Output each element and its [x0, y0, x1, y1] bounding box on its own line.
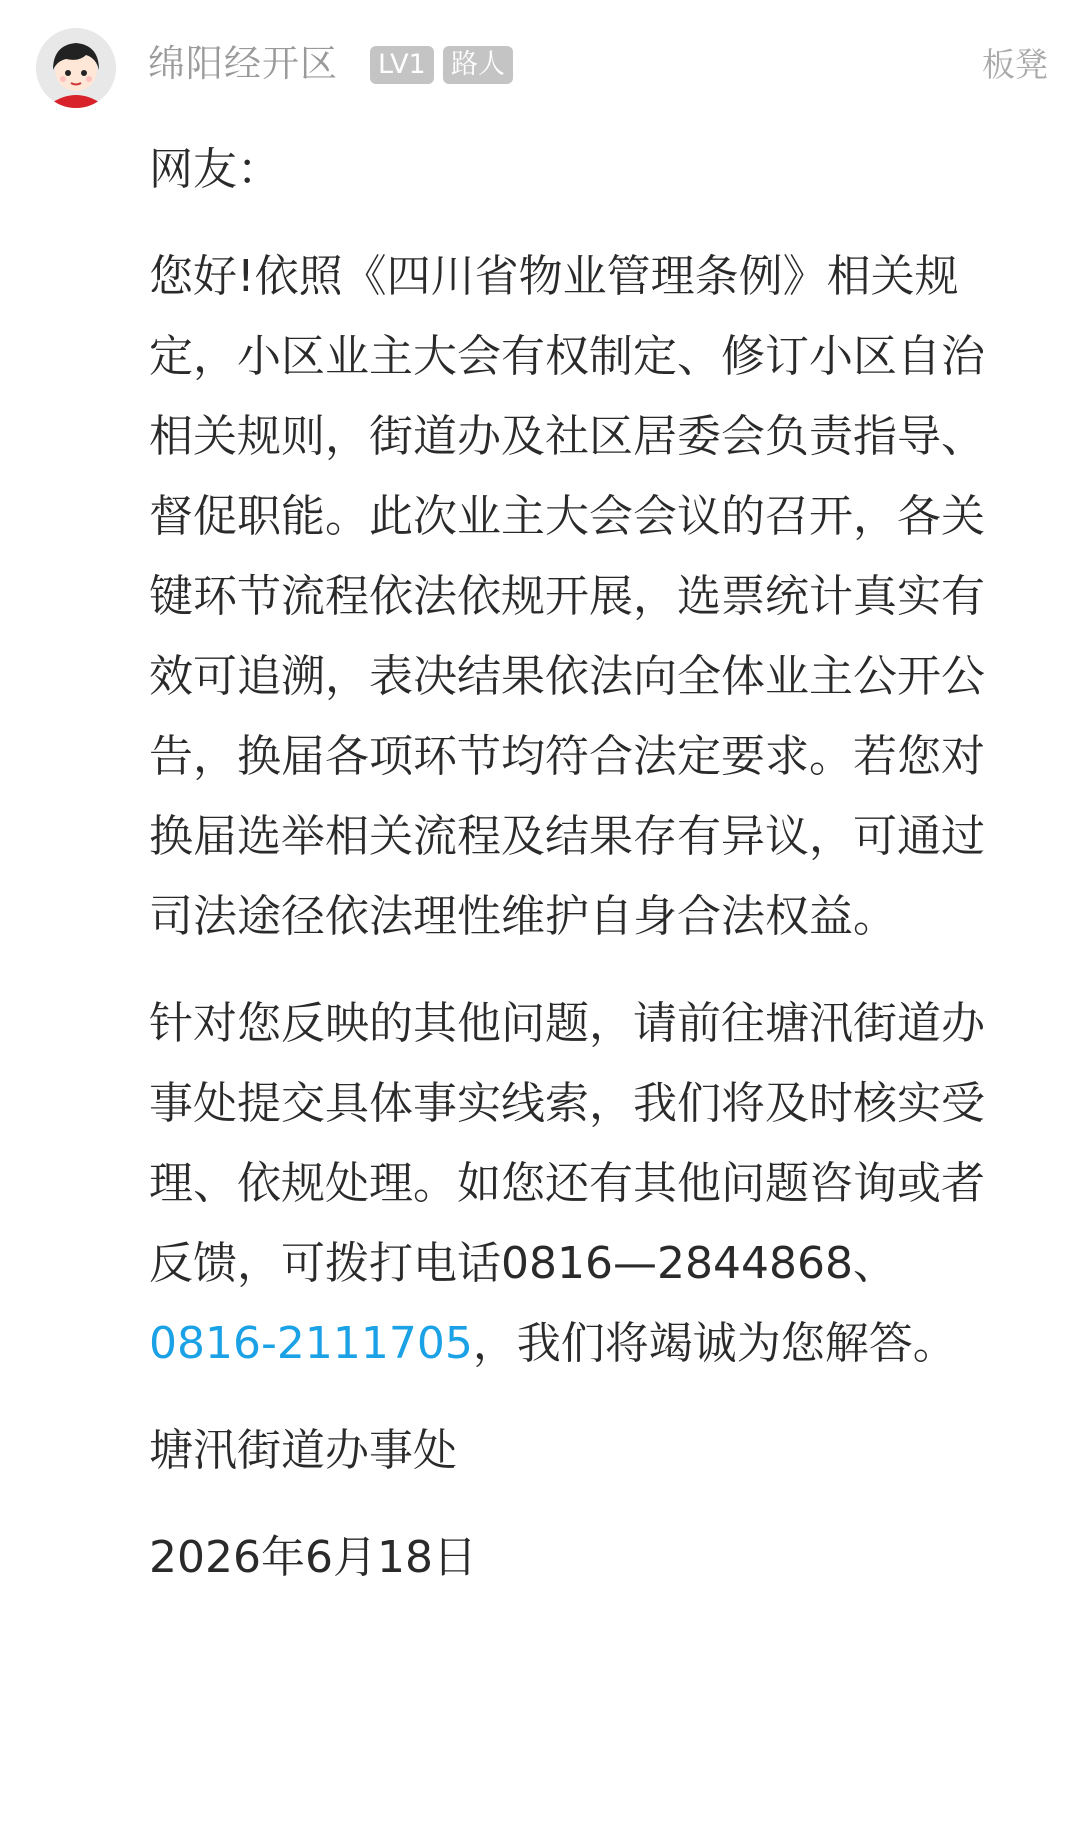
- floor-label: 板凳: [982, 45, 1048, 84]
- post-content: [149, 130, 1009, 1598]
- username[interactable]: 绵阳经开区: [148, 42, 338, 85]
- cartoon-girl-avatar-icon: [36, 28, 116, 108]
- body-paragraph-2: [149, 984, 1009, 1384]
- phone-link[interactable]: 0816-2111705: [149, 1318, 473, 1369]
- signature-text: 塘汛街道办事处: [149, 1425, 457, 1476]
- body-paragraph-1: 您好!依照《四川省物业管理条例》相关规定，小区业主大会有权制定、修订小区自治相关规则，街道办及社区居委会负责指导、督促职能。此次业主大会会议的召开，各关键环节流程依法依规开展，选票统计真实有效可追溯，表决结果依法向全体业主公开公告，换届各项环节均符合法定要求。若您对换届选举相关流程及结果存有异议，可通过司法途径依法理性维护自身合法权益。: [149, 251, 985, 942]
- user-level-badge: LV1: [370, 46, 434, 84]
- date-text: 2026年6月18日: [149, 1532, 477, 1583]
- greeting-text: 网友：: [149, 144, 281, 195]
- body-paragraph-2-start: 针对您反映的其他问题，请前往塘汛街道办事处提交具体事实线索，我们将及时核实受理、依规处理。如您还有其他问题咨询或者反馈，可拨打电话0816—2844868、: [149, 998, 985, 1289]
- body-paragraph-2-end: ，我们将竭诚为您解答。: [472, 1318, 957, 1369]
- user-title-badge: 路人: [443, 46, 513, 84]
- post-header: [0, 0, 1080, 150]
- avatar[interactable]: [36, 28, 116, 108]
